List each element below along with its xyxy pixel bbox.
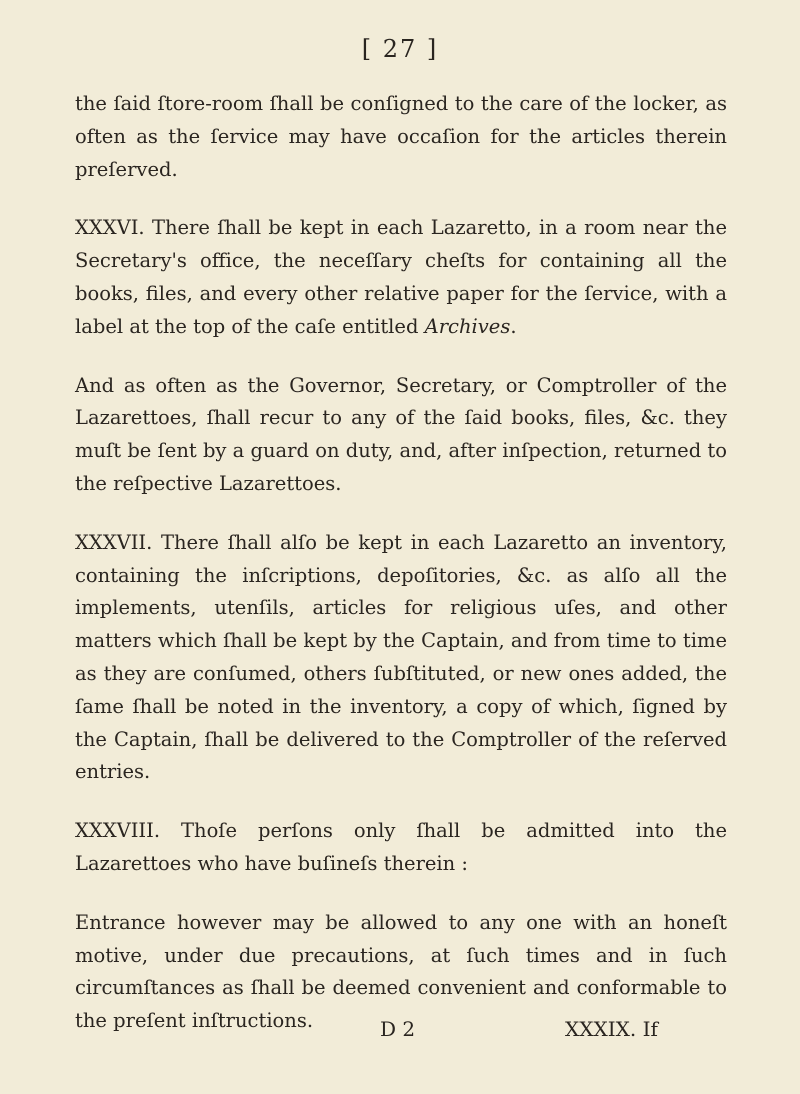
signature-mark: D 2 [380,1017,416,1041]
paragraph-archives-access: And as often as the Governor, Secretary, or Comptroller of the Lazarettoes, ſhall recur to any of the ſaid books, files, &c. they muſt be ſent by a guard on duty, and, after inſpection, returned to the reſpective Lazarettoes. [75,373,727,495]
paragraph-article-37: XXXVII. There ſhall alſo be kept in each Lazaretto an inventory, containing the inſcriptions, depoſitories, &c. as alſo all the implements, utenſils, articles for religious uſes, and other matters which ſhall be kept by the Captain, and from time to time as they are conſumed, others ſubſtituted, or new ones added, the ſame ſhall be noted in the inventory, a copy of which, ſigned by the Captain, ſhall be delivered to the Comptroller of the reſerved entries. [75,530,727,784]
paragraph-article-36-text: XXXVI. There ſhall be kept in each Lazaretto, in a room near the Secretary's office, the neceſſary cheſts for containing all the books, files, and every other relative paper for the ſervice, with a label at the top of the caſe entitled [75,216,727,338]
catchword: XXXIX. If [565,1017,658,1041]
paragraph-article-36-end: . [510,314,517,338]
paragraph-article-36 [75,212,727,343]
paragraph-entrance: Entrance however may be allowed to any one with an honeſt motive, under due precautions, at ſuch times and in ſuch circumſtances as ſhall be deemed convenient and conformable to the preſent inſtructions. [75,910,727,1033]
paragraph-continuation: the ſaid ſtore-room ſhall be conſigned to the care of the locker, as often as the ſervice may have occaſion for the articles therein preſerved. [75,92,727,181]
paragraph-article-38: XXXVIII. Thoſe perſons only ſhall be admitted into the Lazarettoes who have buſineſs therein : [75,819,727,875]
page-number: [ 27 ] [361,35,439,63]
body-text [75,88,727,1038]
archives-label: Archives [424,314,511,338]
